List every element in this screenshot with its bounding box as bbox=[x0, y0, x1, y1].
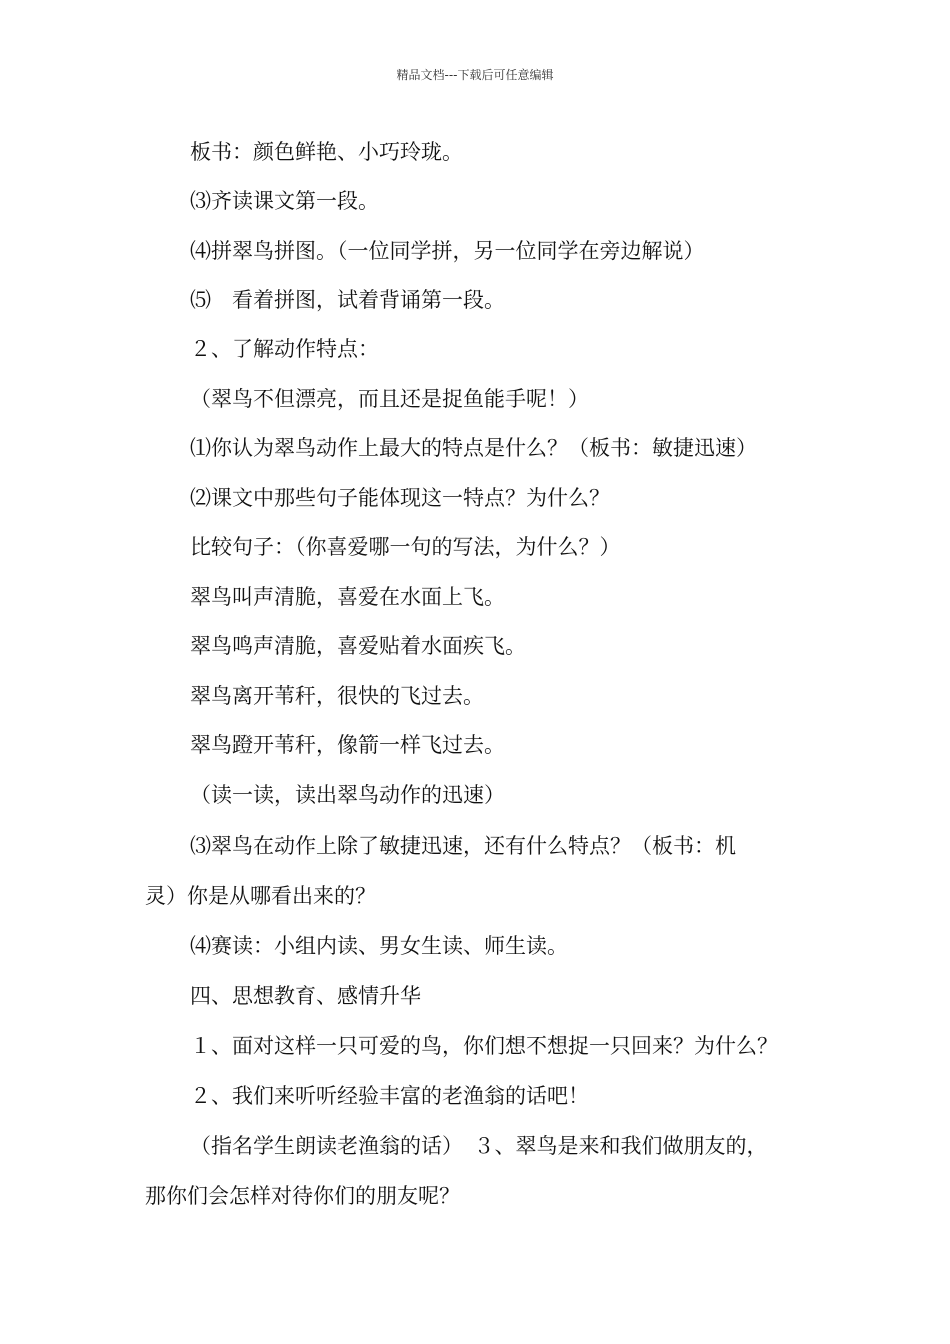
text-line: 灵）你是从哪看出来的？ bbox=[145, 884, 376, 908]
text-line: 翠鸟离开苇秆，很快的飞过去。 bbox=[190, 684, 484, 708]
text-line: （指名学生朗读老渔翁的话） ３、翠鸟是来和我们做朋友的， bbox=[190, 1134, 768, 1158]
text-line: （读一读，读出翠鸟动作的迅速） bbox=[190, 783, 505, 807]
text-line: １、面对这样一只可爱的鸟，你们想不想捉一只回来？为什么？ bbox=[190, 1034, 778, 1058]
text-line: 四、思想教育、感情升华 bbox=[190, 984, 421, 1008]
text-line: 比较句子：（你喜爱哪一句的写法，为什么？） bbox=[190, 535, 621, 559]
text-line: ⑵课文中那些句子能体现这一特点？为什么？ bbox=[190, 486, 610, 510]
text-line: （翠鸟不但漂亮，而且还是捉鱼能手呢！） bbox=[190, 387, 589, 411]
text-line: ⑸ 看着拼图，试着背诵第一段。 bbox=[190, 288, 505, 312]
text-line: ⑶翠鸟在动作上除了敏捷迅速，还有什么特点？（板书：机 bbox=[190, 834, 736, 858]
text-line: ⑴你认为翠鸟动作上最大的特点是什么？（板书：敏捷迅速） bbox=[190, 436, 757, 460]
text-line: 翠鸟叫声清脆，喜爱在水面上飞。 bbox=[190, 585, 505, 609]
text-line: ⑷拼翠鸟拼图。（一位同学拼，另一位同学在旁边解说） bbox=[190, 239, 705, 263]
text-line: 那你们会怎样对待你们的朋友呢？ bbox=[145, 1184, 460, 1208]
text-line: 板书：颜色鲜艳、小巧玲珑。 bbox=[190, 140, 463, 164]
text-line: ２、我们来听听经验丰富的老渔翁的话吧！ bbox=[190, 1084, 589, 1108]
page-header: 精品文档---下载后可任意编辑 bbox=[396, 68, 554, 82]
text-line: ⑷赛读：小组内读、男女生读、师生读。 bbox=[190, 934, 568, 958]
text-line: ２、了解动作特点： bbox=[190, 337, 379, 361]
text-line: ⑶齐读课文第一段。 bbox=[190, 189, 379, 213]
text-line: 翠鸟鸣声清脆，喜爱贴着水面疾飞。 bbox=[190, 634, 526, 658]
text-line: 翠鸟蹬开苇秆，像箭一样飞过去。 bbox=[190, 733, 505, 757]
